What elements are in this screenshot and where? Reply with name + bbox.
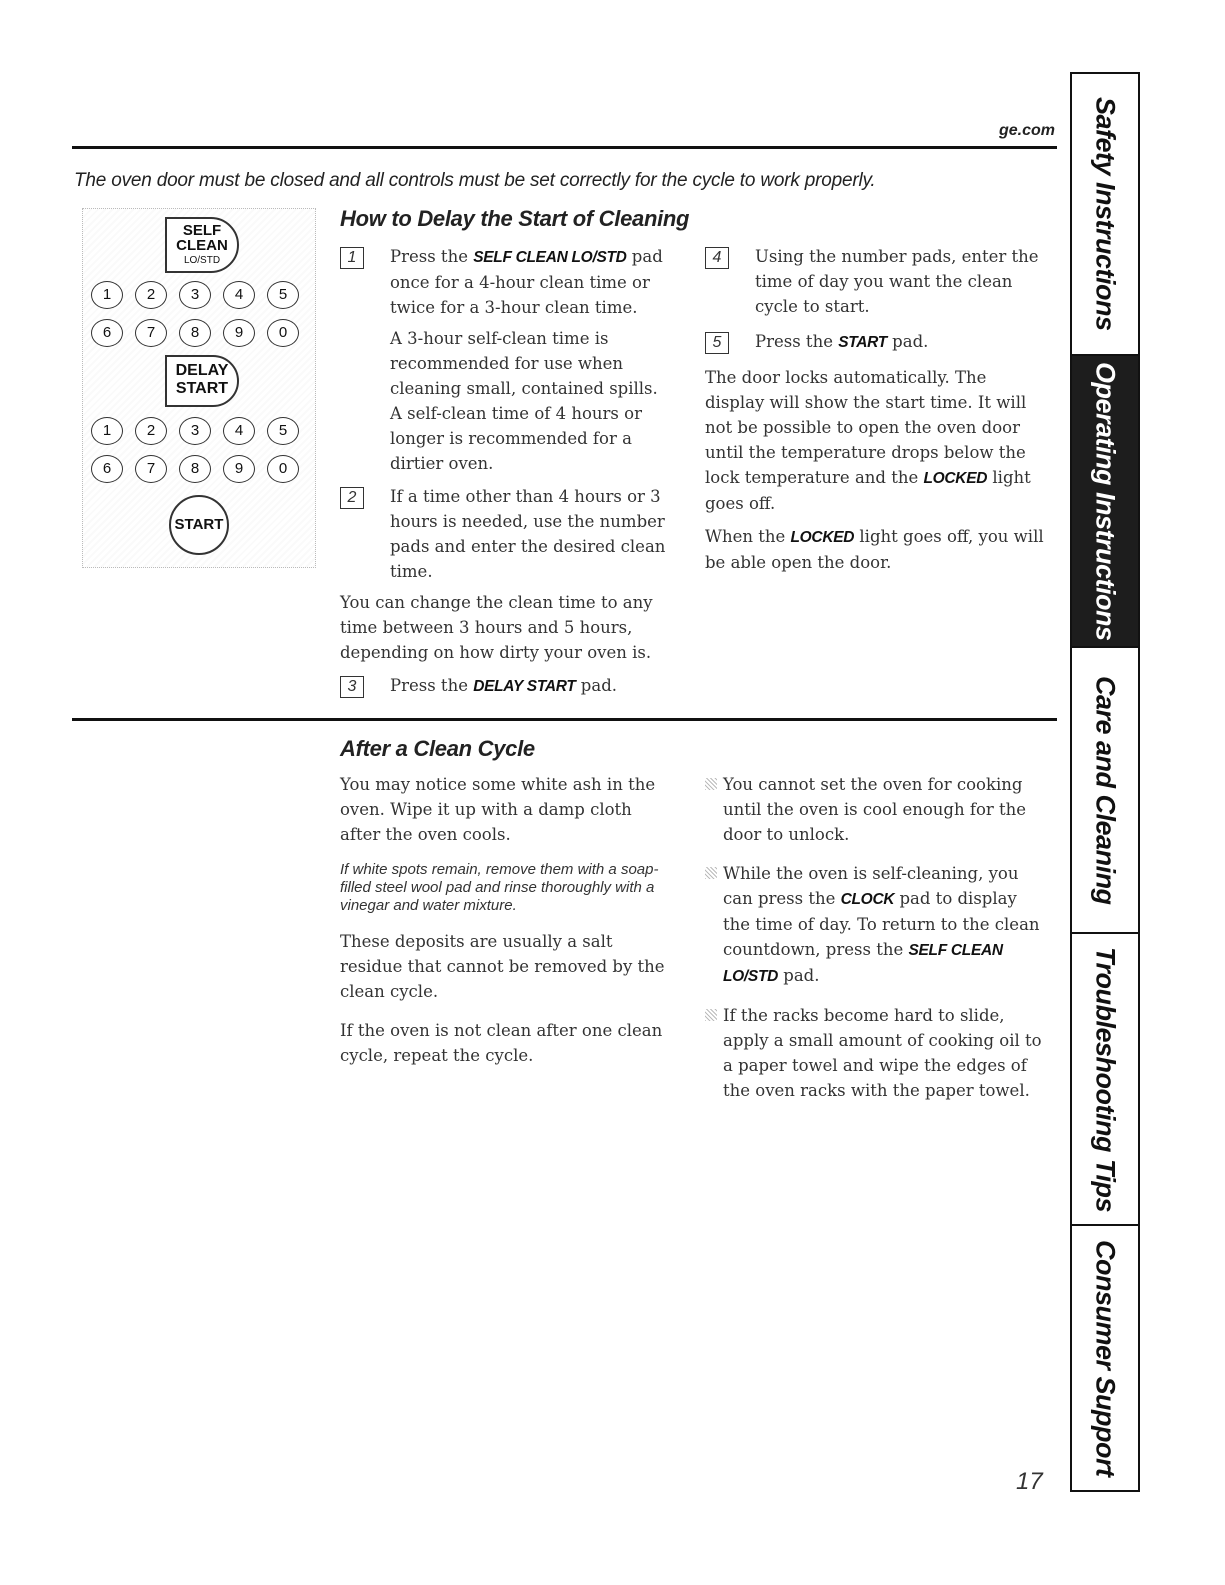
door-lock-note: The door locks automatically. The display will show the start time. It will not be possible to open the oven door until the temperature drops below the lock temperature and the LOCKED light goes off. <box>705 368 1031 513</box>
section-divider <box>72 718 1057 721</box>
number-key: 2 <box>135 417 167 445</box>
white-spots-note: If white spots remain, remove them with a soap-filled steel wool pad and rinse thoroughly with a vinegar and water mixture. <box>340 861 659 914</box>
repeat-cycle-note: If the oven is not clean after one clean cycle, repeat the cycle. <box>340 1021 663 1065</box>
number-key: 9 <box>223 319 255 347</box>
ash-note: You may notice some white ash in the oven. Wipe it up with a damp cloth after the oven cools. <box>340 775 656 844</box>
list-item: You cannot set the oven for cooking until the oven is cool enough for the door to unlock. <box>705 772 1045 847</box>
delay-heading: How to Delay the Start of Cleaning <box>340 206 690 231</box>
page-number: 17 <box>1016 1468 1043 1495</box>
delay-right-column <box>705 244 1045 583</box>
cycle-warning: The oven door must be closed and all controls must be set correctly for the cycle to work properly. <box>74 170 876 191</box>
step-2: 2 If a time other than 4 hours or 3 hours is needed, use the number pads and enter the desired clean time. <box>340 484 670 584</box>
number-key: 5 <box>267 417 299 445</box>
number-key: 8 <box>179 319 211 347</box>
number-key: 3 <box>179 281 211 309</box>
number-key: 5 <box>267 281 299 309</box>
site-url: ge.com <box>998 122 1055 139</box>
number-key: 7 <box>135 455 167 483</box>
tab-care-and-cleaning[interactable]: Care and Cleaning <box>1072 648 1138 934</box>
clean-time-note: You can change the clean time to any time between 3 hours and 5 hours, depending on how dirty your oven is. <box>340 593 653 662</box>
number-key: 8 <box>179 455 211 483</box>
number-key: 0 <box>267 319 299 347</box>
after-heading: After a Clean Cycle <box>340 736 535 761</box>
number-key: 7 <box>135 319 167 347</box>
delay-left-column <box>340 244 670 705</box>
bullet-icon <box>705 1009 717 1021</box>
number-key: 4 <box>223 417 255 445</box>
tab-consumer-support[interactable]: Consumer Support <box>1090 1239 1121 1477</box>
tab-operating-instructions[interactable]: Operating Instructions <box>1072 356 1138 648</box>
after-left-column <box>340 772 675 1076</box>
step-4: 4 Using the number pads, enter the time of day you want the clean cycle to start. <box>705 244 1045 319</box>
header-rule <box>72 146 1057 149</box>
self-clean-pad: SELF CLEAN LO/STD <box>165 217 239 273</box>
number-key: 3 <box>179 417 211 445</box>
start-pad: START <box>169 495 229 555</box>
delay-start-pad: DELAY START <box>165 355 239 407</box>
number-key: 6 <box>91 455 123 483</box>
bullet-icon <box>705 867 717 879</box>
number-key: 4 <box>223 281 255 309</box>
control-panel-illustration <box>82 208 316 568</box>
step-number: 4 <box>705 247 729 269</box>
locked-light-note: When the LOCKED light goes off, you will be able open the door. <box>705 527 1044 572</box>
step-number: 1 <box>340 247 364 269</box>
after-right-column <box>705 772 1045 1111</box>
deposits-note: These deposits are usually a salt residue that cannot be removed by the clean cycle. <box>340 932 665 1001</box>
step-3: 3 Press the DELAY START pad. <box>340 673 670 699</box>
bullet-icon <box>705 778 717 790</box>
step-number: 3 <box>340 676 364 698</box>
step-number: 2 <box>340 487 364 509</box>
step-5: 5 Press the START pad. <box>705 329 1045 355</box>
number-key: 6 <box>91 319 123 347</box>
step-number: 5 <box>705 332 729 354</box>
step-1: 1 Press the SELF CLEAN LO/STD pad once for a 4-hour clean time or twice for a 3-hour clean time. <box>340 244 670 320</box>
number-key: 1 <box>91 281 123 309</box>
list-item: While the oven is self-cleaning, you can press the CLOCK pad to display the time of day. To return to the clean countdown, press the SELF CLEAN LO/STD pad. <box>705 861 1045 989</box>
number-key: 9 <box>223 455 255 483</box>
number-key: 2 <box>135 281 167 309</box>
list-item: If the racks become hard to slide, apply a small amount of cooking oil to a paper towel and wipe the edges of the oven racks with the paper towel. <box>705 1003 1045 1103</box>
number-key: 0 <box>267 455 299 483</box>
step-1-note: A 3-hour self-clean time is recommended for use when cleaning small, contained spills. A self-clean time of 4 hours or longer is recommended for a dirtier oven. <box>390 329 658 473</box>
number-key: 1 <box>91 417 123 445</box>
tab-safety-instructions[interactable]: Safety Instructions <box>1072 74 1138 356</box>
section-tabs <box>1070 72 1140 1492</box>
tab-troubleshooting-tips[interactable]: Troubleshooting Tips <box>1072 934 1138 1226</box>
